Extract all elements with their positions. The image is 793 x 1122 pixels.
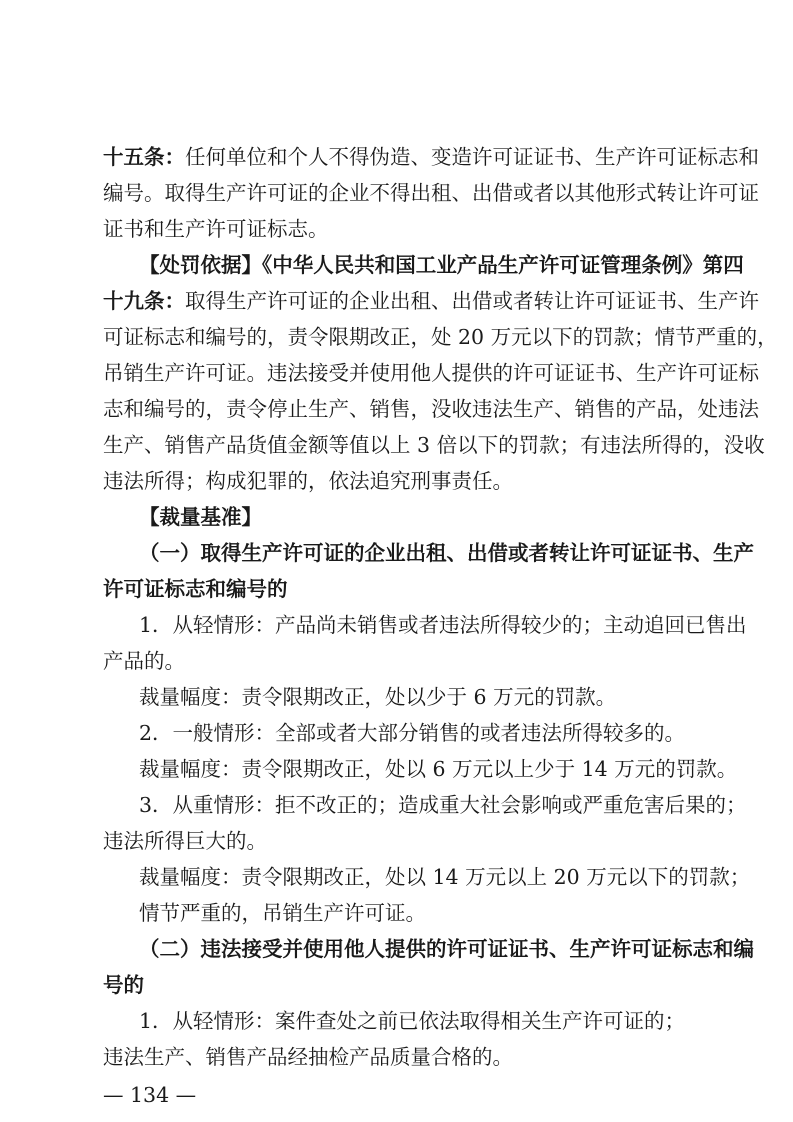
discretion-heading: 【裁量基准】 bbox=[139, 505, 262, 529]
basis-line6: 生产、销售产品货值金额等值以上 3 倍以下的罚款；有违法所得的，没收 bbox=[103, 433, 765, 457]
para1-line1-text: 任何单位和个人不得伪造、变造许可证证书、生产许可证标志和 bbox=[185, 145, 759, 169]
section1-item1-line1: 1．从轻情形：产品尚未销售或者违法所得较少的；主动追回已售出 bbox=[139, 613, 747, 637]
section1-item2: 2．一般情形：全部或者大部分销售的或者违法所得较多的。 bbox=[139, 721, 686, 745]
section1-item3-line2: 违法所得巨大的。 bbox=[103, 829, 267, 853]
section1-heading-line1: （一）取得生产许可证的企业出租、出借或者转让许可证证书、生产 bbox=[139, 541, 754, 565]
page-number: — 134 — bbox=[103, 1083, 197, 1107]
basis-line2 bbox=[103, 288, 759, 314]
para1-line3: 证书和生产许可证标志。 bbox=[103, 217, 329, 241]
section1-heading-line2: 许可证标志和编号的 bbox=[103, 577, 288, 601]
section2-item1-line2: 违法生产、销售产品经抽检产品质量合格的。 bbox=[103, 1045, 513, 1069]
section2-heading-line2: 号的 bbox=[103, 973, 144, 997]
basis-line5: 志和编号的，责令停止生产、销售，没收违法生产、销售的产品，处违法 bbox=[103, 397, 759, 421]
section1-item2-range: 裁量幅度：责令限期改正，处以 6 万元以上少于 14 万元的罚款。 bbox=[139, 757, 738, 781]
para1-line1 bbox=[103, 144, 759, 170]
basis-line4: 吊销生产许可证。违法接受并使用他人提供的许可证证书、生产许可证标 bbox=[103, 361, 759, 385]
basis-line7: 违法所得；构成犯罪的，依法追究刑事责任。 bbox=[103, 469, 513, 493]
basis-heading-line1: 【处罚依据】《中华人民共和国工业产品生产许可证管理条例》第四 bbox=[139, 253, 744, 277]
section1-item3-line1: 3．从重情形：拒不改正的；造成重大社会影响或严重危害后果的； bbox=[139, 793, 747, 817]
basis-article-label: 十九条： bbox=[103, 289, 185, 313]
section1-item3-range: 裁量幅度：责令限期改正，处以 14 万元以上 20 万元以下的罚款； bbox=[139, 865, 751, 889]
article-label: 十五条： bbox=[103, 145, 185, 169]
basis-line3: 可证标志和编号的，责令限期改正，处 20 万元以下的罚款；情节严重的， bbox=[103, 325, 778, 349]
section2-heading-line1: （二）违法接受并使用他人提供的许可证证书、生产许可证标志和编 bbox=[139, 937, 754, 961]
basis-line2-text: 取得生产许可证的企业出租、出借或者转让许可证证书、生产许 bbox=[185, 289, 759, 313]
section1-item1-line2: 产品的。 bbox=[103, 649, 185, 673]
section2-item1-line1: 1．从轻情形：案件查处之前已依法取得相关生产许可证的； bbox=[139, 1009, 686, 1033]
para1-line2: 编号。取得生产许可证的企业不得出租、出借或者以其他形式转让许可证 bbox=[103, 181, 759, 205]
section1-item3-range2: 情节严重的，吊销生产许可证。 bbox=[139, 901, 426, 925]
section1-item1-range: 裁量幅度：责令限期改正，处以少于 6 万元的罚款。 bbox=[139, 685, 617, 709]
